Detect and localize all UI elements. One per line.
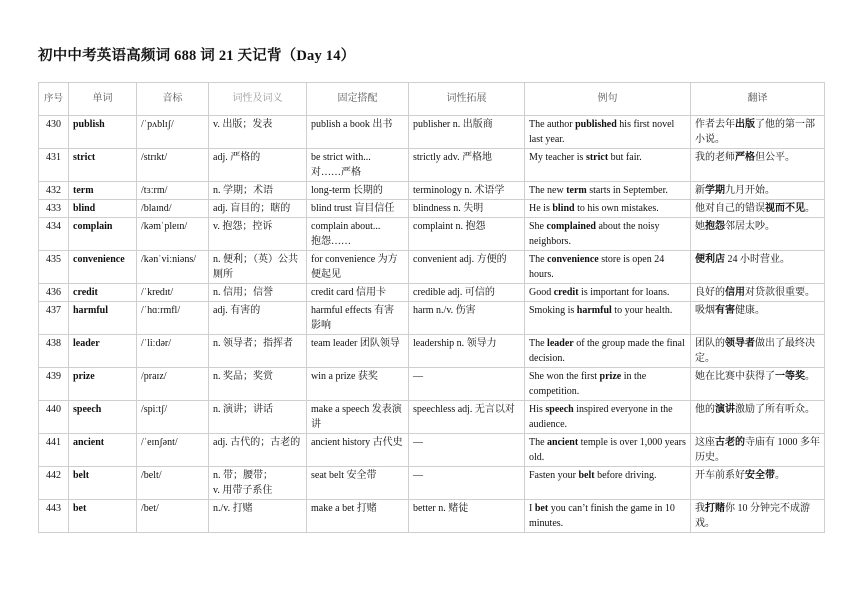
cell-collocation: long-term 长期的 (307, 182, 409, 200)
cell-meaning: n. 便利；（英）公共厕所 (209, 251, 307, 284)
cell-word: ancient (69, 434, 137, 467)
cell-extension: — (409, 368, 525, 401)
header-collocation: 固定搭配 (307, 83, 409, 116)
cell-example: She won the first prize in the competition. (525, 368, 691, 401)
cell-collocation: be strict with... 对……严格 (307, 149, 409, 182)
cell-extension: convenient adj. 方便的 (409, 251, 525, 284)
table-row (39, 116, 825, 149)
header-word: 单词 (69, 83, 137, 116)
cell-number: 435 (39, 251, 69, 284)
cell-translation: 开车前系好安全带。 (691, 467, 825, 500)
cell-translation: 我打赌你 10 分钟完不成游戏。 (691, 500, 825, 533)
table-row (39, 302, 825, 335)
cell-phonetic: /kənˈviːniəns/ (137, 251, 209, 284)
table-header-row (39, 83, 825, 116)
cell-phonetic: /praɪz/ (137, 368, 209, 401)
cell-translation: 良好的信用对贷款很重要。 (691, 284, 825, 302)
cell-extension: credible adj. 可信的 (409, 284, 525, 302)
header-phonetic: 音标 (137, 83, 209, 116)
cell-example: The ancient temple is over 1,000 years old. (525, 434, 691, 467)
table-row (39, 251, 825, 284)
cell-collocation: make a bet 打赌 (307, 500, 409, 533)
cell-phonetic: /belt/ (137, 467, 209, 500)
cell-phonetic: /kəmˈpleɪn/ (137, 218, 209, 251)
table-row (39, 434, 825, 467)
cell-phonetic: /ˈkredɪt/ (137, 284, 209, 302)
cell-collocation: for convenience 为方便起见 (307, 251, 409, 284)
table-row (39, 182, 825, 200)
cell-number: 434 (39, 218, 69, 251)
cell-meaning: adj. 有害的 (209, 302, 307, 335)
cell-extension: better n. 赌徒 (409, 500, 525, 533)
table-row (39, 218, 825, 251)
cell-translation: 他的演讲激励了所有听众。 (691, 401, 825, 434)
cell-word: leader (69, 335, 137, 368)
cell-extension: — (409, 467, 525, 500)
cell-meaning: adj. 严格的 (209, 149, 307, 182)
cell-collocation: ancient history 古代史 (307, 434, 409, 467)
cell-translation: 我的老师严格但公平。 (691, 149, 825, 182)
page-title: 初中中考英语高频词 688 词 21 天记背（Day 14） (38, 48, 356, 64)
cell-extension: publisher n. 出版商 (409, 116, 525, 149)
cell-number: 440 (39, 401, 69, 434)
cell-word: strict (69, 149, 137, 182)
cell-translation: 她抱怨邻居太吵。 (691, 218, 825, 251)
cell-example: The author published his first novel last year. (525, 116, 691, 149)
cell-translation: 这座古老的寺庙有 1000 多年历史。 (691, 434, 825, 467)
cell-example: I bet you can’t finish the game in 10 minutes. (525, 500, 691, 533)
table-row (39, 368, 825, 401)
cell-collocation: seat belt 安全带 (307, 467, 409, 500)
cell-meaning: n. 领导者；指挥者 (209, 335, 307, 368)
cell-word: belt (69, 467, 137, 500)
cell-meaning: n./v. 打赌 (209, 500, 307, 533)
cell-translation: 作者去年出版了他的第一部小说。 (691, 116, 825, 149)
cell-phonetic: /strɪkt/ (137, 149, 209, 182)
cell-meaning: n. 学期；术语 (209, 182, 307, 200)
table-row (39, 200, 825, 218)
cell-extension: — (409, 434, 525, 467)
cell-extension: terminology n. 术语学 (409, 182, 525, 200)
cell-phonetic: /ˈeɪnʃənt/ (137, 434, 209, 467)
cell-word: harmful (69, 302, 137, 335)
cell-number: 430 (39, 116, 69, 149)
cell-example: She complained about the noisy neighbors. (525, 218, 691, 251)
cell-meaning: v. 出版；发表 (209, 116, 307, 149)
cell-example: He is blind to his own mistakes. (525, 200, 691, 218)
cell-example: The new term starts in September. (525, 182, 691, 200)
cell-word: speech (69, 401, 137, 434)
cell-extension: strictly adv. 严格地 (409, 149, 525, 182)
cell-phonetic: /bet/ (137, 500, 209, 533)
header-meaning: 词性及词义 (209, 83, 307, 116)
cell-word: complain (69, 218, 137, 251)
cell-example: The leader of the group made the final decision. (525, 335, 691, 368)
cell-extension: blindness n. 失明 (409, 200, 525, 218)
cell-number: 442 (39, 467, 69, 500)
cell-word: bet (69, 500, 137, 533)
cell-number: 443 (39, 500, 69, 533)
cell-example: Smoking is harmful to your health. (525, 302, 691, 335)
cell-number: 441 (39, 434, 69, 467)
table-row (39, 467, 825, 500)
header-translation: 翻译 (691, 83, 825, 116)
cell-phonetic: /ˈhɑːrmfl/ (137, 302, 209, 335)
cell-number: 439 (39, 368, 69, 401)
cell-translation: 吸烟有害健康。 (691, 302, 825, 335)
cell-phonetic: /tɜːrm/ (137, 182, 209, 200)
header-number: 序号 (39, 83, 69, 116)
cell-number: 432 (39, 182, 69, 200)
cell-number: 437 (39, 302, 69, 335)
cell-collocation: make a speech 发表演讲 (307, 401, 409, 434)
cell-example: My teacher is strict but fair. (525, 149, 691, 182)
cell-phonetic: /spiːtʃ/ (137, 401, 209, 434)
table-row (39, 284, 825, 302)
cell-collocation: blind trust 盲目信任 (307, 200, 409, 218)
cell-example: Fasten your belt before driving. (525, 467, 691, 500)
cell-collocation: publish a book 出书 (307, 116, 409, 149)
cell-example: Good credit is important for loans. (525, 284, 691, 302)
cell-phonetic: /ˈpʌblɪʃ/ (137, 116, 209, 149)
header-extension: 词性拓展 (409, 83, 525, 116)
table-row (39, 401, 825, 434)
cell-translation: 新学期九月开始。 (691, 182, 825, 200)
cell-word: publish (69, 116, 137, 149)
cell-word: credit (69, 284, 137, 302)
cell-meaning: adj. 古代的；古老的 (209, 434, 307, 467)
cell-extension: speechless adj. 无言以对 (409, 401, 525, 434)
cell-extension: complaint n. 抱怨 (409, 218, 525, 251)
cell-number: 438 (39, 335, 69, 368)
header-example: 例句 (525, 83, 691, 116)
cell-example: His speech inspired everyone in the audience. (525, 401, 691, 434)
cell-collocation: credit card 信用卡 (307, 284, 409, 302)
cell-translation: 他对自己的错误视而不见。 (691, 200, 825, 218)
table-row (39, 500, 825, 533)
cell-meaning: n. 信用；信誉 (209, 284, 307, 302)
cell-number: 436 (39, 284, 69, 302)
cell-collocation: harmful effects 有害影响 (307, 302, 409, 335)
cell-example: The convenience store is open 24 hours. (525, 251, 691, 284)
vocabulary-table (38, 82, 825, 533)
cell-word: blind (69, 200, 137, 218)
table-row (39, 149, 825, 182)
table-body (39, 116, 825, 533)
cell-extension: leadership n. 领导力 (409, 335, 525, 368)
cell-meaning: n. 带；腰带； v. 用带子系住 (209, 467, 307, 500)
cell-translation: 便利店 24 小时营业。 (691, 251, 825, 284)
cell-number: 433 (39, 200, 69, 218)
cell-meaning: n. 演讲；讲话 (209, 401, 307, 434)
cell-translation: 她在比赛中获得了一等奖。 (691, 368, 825, 401)
cell-extension: harm n./v. 伤害 (409, 302, 525, 335)
cell-collocation: win a prize 获奖 (307, 368, 409, 401)
cell-collocation: team leader 团队领导 (307, 335, 409, 368)
cell-meaning: v. 抱怨；控诉 (209, 218, 307, 251)
cell-word: convenience (69, 251, 137, 284)
cell-number: 431 (39, 149, 69, 182)
cell-phonetic: /ˈliːdər/ (137, 335, 209, 368)
cell-meaning: adj. 盲目的；瞎的 (209, 200, 307, 218)
cell-word: term (69, 182, 137, 200)
cell-translation: 团队的领导者做出了最终决定。 (691, 335, 825, 368)
table-row (39, 335, 825, 368)
cell-collocation: complain about... 抱怨…… (307, 218, 409, 251)
cell-word: prize (69, 368, 137, 401)
cell-meaning: n. 奖品；奖赏 (209, 368, 307, 401)
cell-phonetic: /blaɪnd/ (137, 200, 209, 218)
